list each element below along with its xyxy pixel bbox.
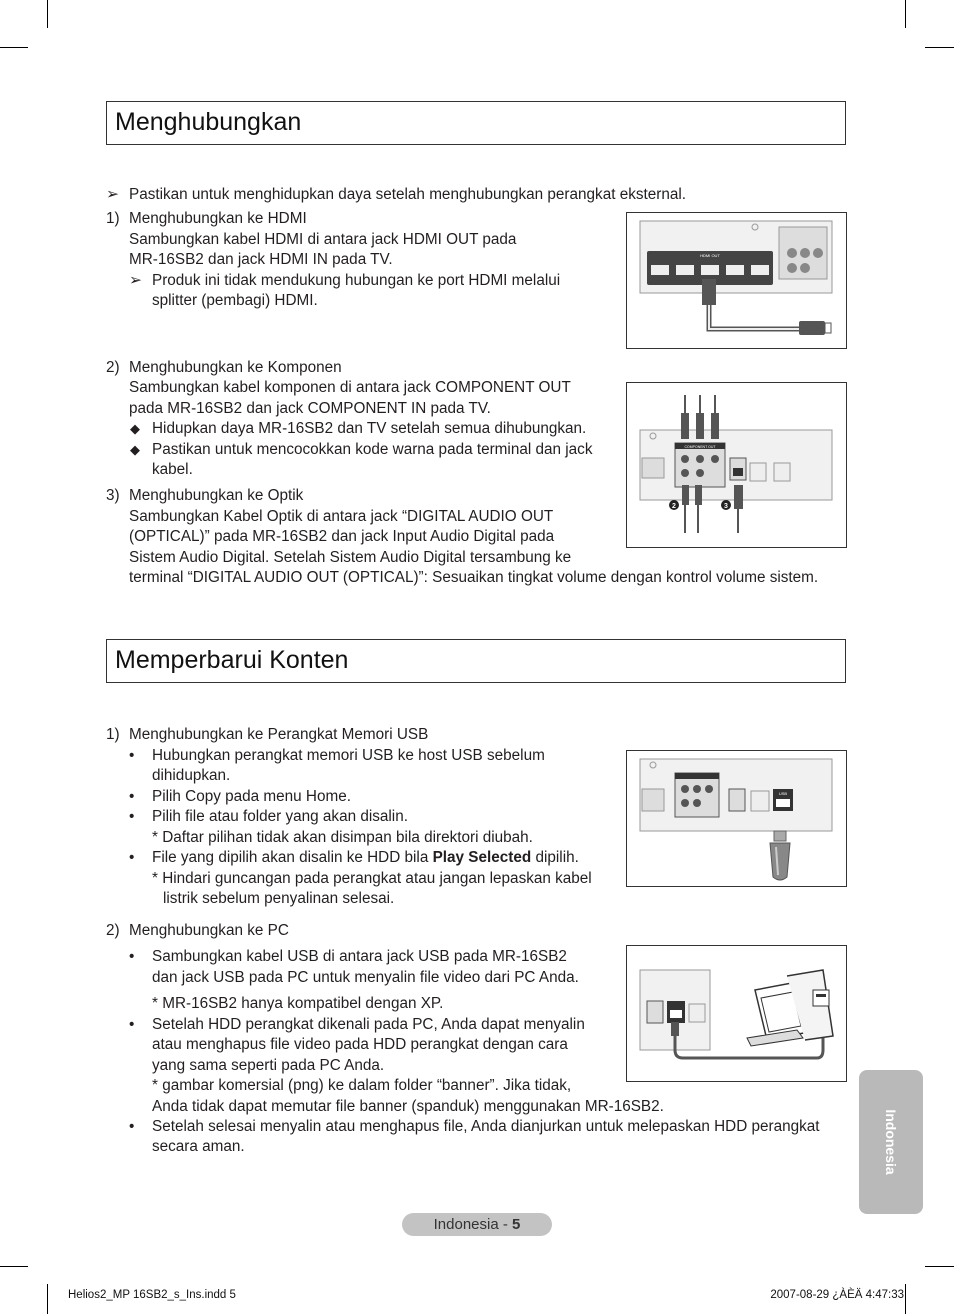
usb-memory-diagram <box>626 750 847 887</box>
bullet-icon: • <box>129 849 135 866</box>
pc-note: * gambar komersial (png) ke dalam folder “banner”. Jika tidak, <box>152 1077 572 1094</box>
component-heading: Menghubungkan ke Komponen <box>129 359 342 376</box>
side-tab-label: Indonesia <box>883 1109 899 1175</box>
pc-note: Anda tidak dapat memutar file banner (spanduk) menggunakan MR-16SB2. <box>152 1098 664 1115</box>
hdmi-diagram-svg <box>627 213 845 347</box>
component-bullet: Hidupkan daya MR-16SB2 dan TV setelah semua dihubungkan. <box>152 420 587 437</box>
item-number: 1) <box>106 726 120 743</box>
item-number: 1) <box>106 210 120 227</box>
component-text: Sambungkan kabel komponen di antara jack COMPONENT OUT <box>129 379 571 396</box>
page-number: 5 <box>512 1216 521 1233</box>
hdmi-out-label: HDMI OUT <box>700 253 720 258</box>
hdmi-note: Produk ini tidak mendukung hubungan ke port HDMI melalui <box>152 272 561 289</box>
component-bullet: Pastikan untuk mencocokkan kode warna pada terminal dan jack <box>152 441 593 458</box>
bullet-icon: • <box>129 788 135 805</box>
hdmi-diagram <box>626 212 847 349</box>
crop-mark <box>0 47 28 48</box>
section-title-connect <box>106 101 846 145</box>
usb-bullet <box>152 848 579 869</box>
item-number: 2) <box>106 922 120 939</box>
crop-mark <box>0 1266 28 1267</box>
section-title-text: Menghubungkan <box>115 108 302 136</box>
marker-2: 2 <box>672 503 676 510</box>
item-number: 2) <box>106 359 120 376</box>
component-optical-diagram <box>626 382 847 548</box>
pc-connection-diagram <box>626 945 847 1082</box>
crop-mark <box>47 1284 48 1314</box>
crop-mark <box>47 0 48 28</box>
usb-note: * Hindari guncangan pada perangkat atau jangan lepaskan kabel <box>152 870 592 887</box>
bullet-icon: • <box>129 1016 135 1033</box>
pc-bullet: secara aman. <box>152 1138 245 1155</box>
pc-bullet: Sambungkan kabel USB di antara jack USB pada MR-16SB2 <box>152 948 567 965</box>
pc-bullet: atau menghapus file video pada HDD perangkat dengan cara <box>152 1036 568 1053</box>
usb-memory-svg <box>627 751 845 885</box>
footer-timestamp: 2007-08-29 ¿ÀÈÄ 4:47:33 <box>770 1289 904 1301</box>
bullet-icon: • <box>129 747 135 764</box>
crop-mark <box>925 47 954 48</box>
hdmi-text: MR-16SB2 dan jack HDMI IN pada TV. <box>129 251 393 268</box>
hdmi-text: Sambungkan kabel HDMI di antara jack HDMI OUT pada <box>129 231 517 248</box>
usb-note: * Daftar pilihan tidak akan disimpan bila direktori diubah. <box>152 829 533 846</box>
hdmi-heading: Menghubungkan ke HDMI <box>129 210 307 227</box>
usb-bullet-pre: File yang dipilih akan disalin ke HDD bila <box>152 849 433 866</box>
pc-bullet: yang sama seperti pada PC Anda. <box>152 1057 385 1074</box>
bullet-icon: • <box>129 808 135 825</box>
footer-filename: Helios2_MP 16SB2_s_Ins.indd 5 <box>68 1289 236 1301</box>
component-text: pada MR-16SB2 dan jack COMPONENT IN pada TV. <box>129 400 491 417</box>
pc-bullet: Setelah HDD perangkat dikenali pada PC, Anda dapat menyalin <box>152 1016 585 1033</box>
bullet-icon: • <box>129 1118 135 1135</box>
item-number: 3) <box>106 487 120 504</box>
section-title-update <box>106 639 846 683</box>
component-optical-svg <box>627 383 845 546</box>
usb-bullet: Pilih Copy pada menu Home. <box>152 788 351 805</box>
optical-heading: Menghubungkan ke Optik <box>129 487 304 504</box>
crop-mark <box>925 1266 954 1267</box>
crop-mark <box>905 0 906 28</box>
pc-note: * MR-16SB2 hanya kompatibel dengan XP. <box>152 995 444 1012</box>
bullet-icon: • <box>129 948 135 965</box>
usb-heading: Menghubungkan ke Perangkat Memori USB <box>129 726 429 743</box>
page-number-prefix: Indonesia - <box>433 1216 513 1233</box>
pc-connection-svg <box>627 946 845 1080</box>
component-bullet: kabel. <box>152 461 193 478</box>
play-selected-label: Play Selected <box>432 849 532 866</box>
diamond-icon: ◆ <box>130 442 140 457</box>
usb-note: listrik sebelum penyalinan selesai. <box>163 890 395 907</box>
marker-3: 3 <box>724 503 728 510</box>
usb-bullet-post: dipilih. <box>531 849 579 866</box>
page-number-pill <box>402 1213 552 1236</box>
optical-text: terminal “DIGITAL AUDIO OUT (OPTICAL)”: Sesuaikan tingkat volume dengan kontrol volume sistem. <box>129 569 819 586</box>
usb-bullet: dihidupkan. <box>152 767 231 784</box>
arrow-icon: ➢ <box>129 272 142 289</box>
hdmi-note: splitter (pembagi) HDMI. <box>152 292 318 309</box>
optical-text: Sambungkan Kabel Optik di antara jack “DIGITAL AUDIO OUT <box>129 508 554 525</box>
arrow-icon: ➢ <box>106 186 119 203</box>
usb-bullet: Hubungkan perangkat memori USB ke host USB sebelum <box>152 747 545 764</box>
intro-text: Pastikan untuk menghidupkan daya setelah menghubungkan perangkat eksternal. <box>129 186 687 203</box>
pc-bullet: dan jack USB pada PC untuk menyalin file video dari PC Anda. <box>152 969 579 986</box>
optical-text: (OPTICAL)” pada MR-16SB2 dan jack Input Audio Digital pada <box>129 528 555 545</box>
usb-bullet: Pilih file atau folder yang akan disalin. <box>152 808 408 825</box>
pc-bullet: Setelah selesai menyalin atau menghapus file, Anda dianjurkan untuk melepaskan HDD perangkat <box>152 1118 820 1135</box>
language-side-tab <box>859 1070 923 1214</box>
component-out-label: COMPONENT OUT <box>684 445 716 449</box>
optical-text: Sistem Audio Digital. Setelah Sistem Audio Digital tersambung ke <box>129 549 572 566</box>
crop-mark <box>905 1284 906 1314</box>
usb-label: USB <box>778 791 788 796</box>
diamond-icon: ◆ <box>130 421 140 436</box>
pc-heading: Menghubungkan ke PC <box>129 922 289 939</box>
section-title-text: Memperbarui Konten <box>115 646 349 674</box>
